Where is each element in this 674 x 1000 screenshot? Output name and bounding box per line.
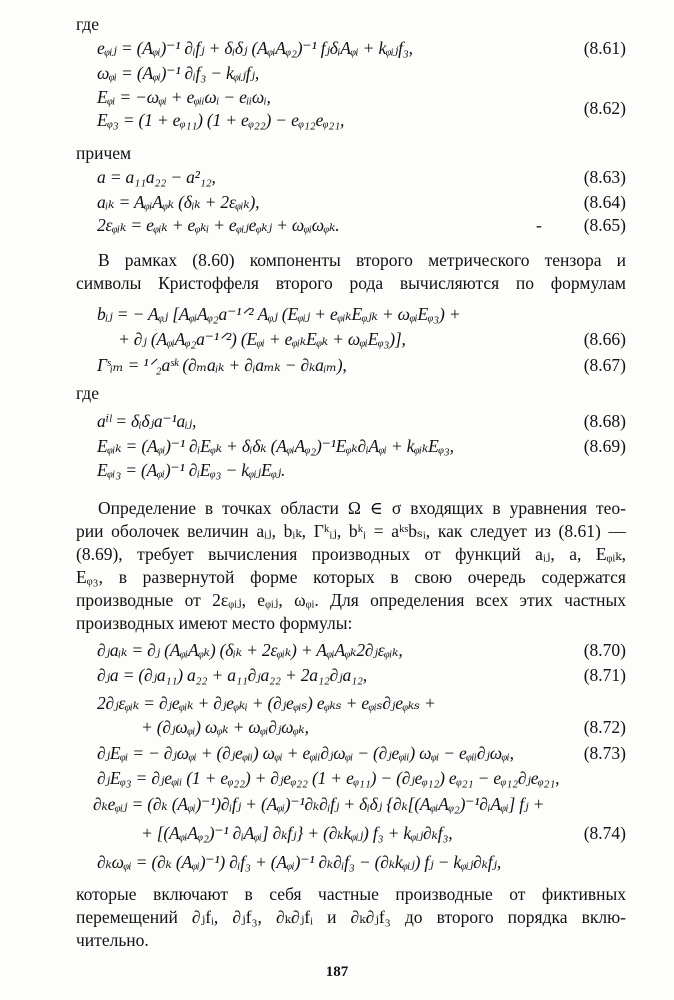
formula-line: eᵩᵢⱼ = (Aᵩᵢ)⁻¹ ∂ᵢfⱼ + δᵢδⱼ (AᵩᵢAᵩ₂)⁻¹ fⱼδᵢAᵩᵢ + kᵩᵢⱼf₃,	[97, 38, 413, 58]
word-gde-2: где	[76, 383, 99, 403]
paragraph-2-line: (8.69), требует вычисления производных от функций aᵢⱼ, a, Eᵩᵢₖ,	[76, 544, 626, 564]
equation-number: (8.69)	[583, 436, 626, 456]
paragraph-2-line: производные от 2εᵩᵢⱼ, eᵩᵢⱼ, ωᵩᵢ. Для определения всех этих частных	[76, 590, 626, 610]
paragraph-3-line: которые включают в себя частные производные от фиктивных	[76, 884, 626, 904]
word-prichem: причем	[76, 143, 132, 163]
formula-line: Eᵩᵢ₃ = (Aᵩᵢ)⁻¹ ∂ᵢEᵩ₃ − kᵩᵢⱼEᵩⱼ.	[97, 460, 286, 480]
formula-line: bᵢⱼ = − Aᵩⱼ [AᵩᵢAᵩ₂a⁻¹ᐟ² Aᵩⱼ (Eᵩᵢⱼ + eᵩᵢₖEᵩⱼₖ + ωᵩᵢEᵩ₃) +	[97, 304, 461, 324]
equation-number: (8.61)	[583, 38, 626, 58]
formula-line: Eᵩᵢ = −ωᵩᵢ + eᵩᵢᵢωᵢ − eᵢᵢωᵢ,	[97, 87, 271, 107]
equation-number: (8.71)	[583, 665, 626, 685]
paragraph-1-line-2: символы Кристоффеля второго рода вычисляются по формулам	[76, 273, 626, 293]
equation-number: (8.63)	[583, 167, 626, 187]
formula-line: ∂ₖωᵩᵢ = (∂ₖ (Aᵩᵢ)⁻¹) ∂ᵢf₃ + (Aᵩᵢ)⁻¹ ∂ₖ∂ᵢf₃ − (∂ₖkᵩᵢⱼ) fⱼ − kᵩᵢⱼ∂ₖfⱼ,	[97, 852, 502, 872]
equation-number: (8.67)	[583, 355, 626, 375]
equation-number: (8.68)	[583, 411, 626, 431]
equation-number: (8.72)	[583, 717, 626, 737]
formula-line: + [(AᵩᵢAᵩ₂)⁻¹ ∂ᵢAᵩᵢ] ∂ₖfⱼ} + (∂ₖkᵩᵢⱼ) f₃ + kᵩᵢⱼ∂ₖf₃,	[141, 823, 453, 843]
page-number: 187	[325, 964, 349, 980]
equation-number: (8.65)	[583, 215, 626, 235]
formula-line: Eᵩ₃ = (1 + eᵩ₁₁) (1 + eᵩ₂₂) − eᵩ₁₂eᵩ₂₁,	[97, 110, 345, 130]
paragraph-2-line: рии оболочек величин aᵢⱼ, bᵢₖ, Γᵏᵢⱼ, bᵏᵢ = aᵏˢbₛᵢ, как следует из (8.61) —	[76, 521, 626, 541]
dash-mark: -	[536, 215, 542, 235]
equation-number: (8.73)	[583, 743, 626, 763]
formula-line: ∂ⱼEᵩ₃ = ∂ⱼeᵩᵢᵢ (1 + eᵩ₂₂) + ∂ⱼeᵩ₂₂ (1 + eᵩ₁₁) − (∂ⱼeᵩ₁₂) eᵩ₂₁ − eᵩ₁₂∂ⱼeᵩ₂₁,	[97, 768, 560, 788]
equation-number: (8.66)	[583, 329, 626, 349]
formula-line: ωᵩᵢ = (Aᵩᵢ)⁻¹ ∂ᵢf₃ − kᵩᵢⱼfⱼ,	[97, 63, 260, 83]
paragraph-3-line: перемещений ∂ⱼfᵢ, ∂ⱼf₃, ∂ₖ∂ⱼfᵢ и ∂ₖ∂ⱼf₃ до второго порядка вклю-	[76, 907, 626, 927]
equation-number: (8.64)	[583, 192, 626, 212]
paragraph-2	[76, 497, 626, 521]
formula-line: ∂ⱼa = (∂ⱼa₁₁) a₂₂ + a₁₁∂ⱼa₂₂ + 2a₁₂∂ⱼa₁₂,	[97, 665, 367, 685]
formula-line: aⁱˡ = δᵢδⱼa⁻¹aᵢⱼ,	[97, 411, 197, 431]
paragraph-line: В рамках (8.60) компоненты второго метрического тензора и	[98, 250, 626, 270]
formula-line: aᵢₖ = AᵩᵢAᵩₖ (δᵢₖ + 2εᵩᵢₖ),	[97, 192, 260, 212]
formula-line: 2∂ⱼεᵩᵢₖ = ∂ⱼeᵩᵢₖ + ∂ⱼeᵩₖᵢ + (∂ⱼeᵩᵢₛ) eᵩₖₛ + eᵩᵢₛ∂ⱼeᵩₖₛ +	[97, 693, 436, 713]
formula-line: a = a₁₁a₂₂ − a²₁₂,	[97, 167, 216, 187]
equation-number: (8.74)	[583, 823, 626, 843]
formula-line: ∂ⱼaᵢₖ = ∂ⱼ (AᵩᵢAᵩₖ) (δᵢₖ + 2εᵩᵢₖ) + AᵩᵢAᵩₖ2∂ⱼεᵩᵢₖ,	[97, 640, 403, 660]
equation-number: (8.62)	[583, 98, 626, 118]
paragraph-3-line: чительно.	[76, 930, 149, 950]
formula-line: 2εᵩᵢₖ = eᵩᵢₖ + eᵩₖᵢ + eᵩᵢⱼeᵩₖⱼ + ωᵩᵢωᵩₖ.	[97, 215, 340, 235]
paragraph-1	[76, 249, 626, 273]
formula-line: ∂ₖeᵩᵢⱼ = (∂ₖ (Aᵩᵢ)⁻¹)∂ᵢfⱼ + (Aᵩᵢ)⁻¹∂ₖ∂ᵢfⱼ + δᵢδⱼ {∂ₖ[(AᵩᵢAᵩ₂)⁻¹∂ᵢAᵩᵢ] fⱼ +	[93, 794, 545, 814]
paragraph-2-line: Eᵩ₃, в развернутой форме которых в свою очередь содержатся	[76, 567, 626, 587]
formula-line: + (∂ⱼωᵩᵢ) ωᵩₖ + ωᵩᵢ∂ⱼωᵩₖ,	[141, 717, 309, 737]
word-gde-1: где	[76, 14, 99, 34]
paragraph-2-line: производных имеют место формулы:	[76, 613, 353, 633]
paragraph-line: Определение в точках области Ω ∈ σ входящих в уравнения тео-	[98, 498, 626, 518]
formula-line: Γˢᵢₘ = ¹ᐟ₂aˢᵏ (∂ₘaᵢₖ + ∂ᵢaₘₖ − ∂ₖaᵢₘ),	[97, 355, 347, 375]
equation-number: (8.70)	[583, 640, 626, 660]
formula-line: ∂ⱼEᵩᵢ = − ∂ⱼωᵩᵢ + (∂ⱼeᵩᵢᵢ) ωᵩᵢ + eᵩᵢᵢ∂ⱼωᵩᵢ − (∂ⱼeᵩᵢᵢ) ωᵩᵢ − eᵩᵢᵢ∂ⱼωᵩᵢ,	[97, 743, 514, 763]
formula-line: + ∂ⱼ (AᵩᵢAᵩ₂a⁻¹ᐟ²) (Eᵩᵢ + eᵩᵢₖEᵩₖ + ωᵩᵢEᵩ₃)],	[118, 329, 406, 349]
formula-line: Eᵩᵢₖ = (Aᵩᵢ)⁻¹ ∂ᵢEᵩₖ + δᵢδₖ (AᵩᵢAᵩ₂)⁻¹Eᵩₖ∂ᵢAᵩᵢ + kᵩᵢₖEᵩ₃,	[97, 436, 454, 456]
